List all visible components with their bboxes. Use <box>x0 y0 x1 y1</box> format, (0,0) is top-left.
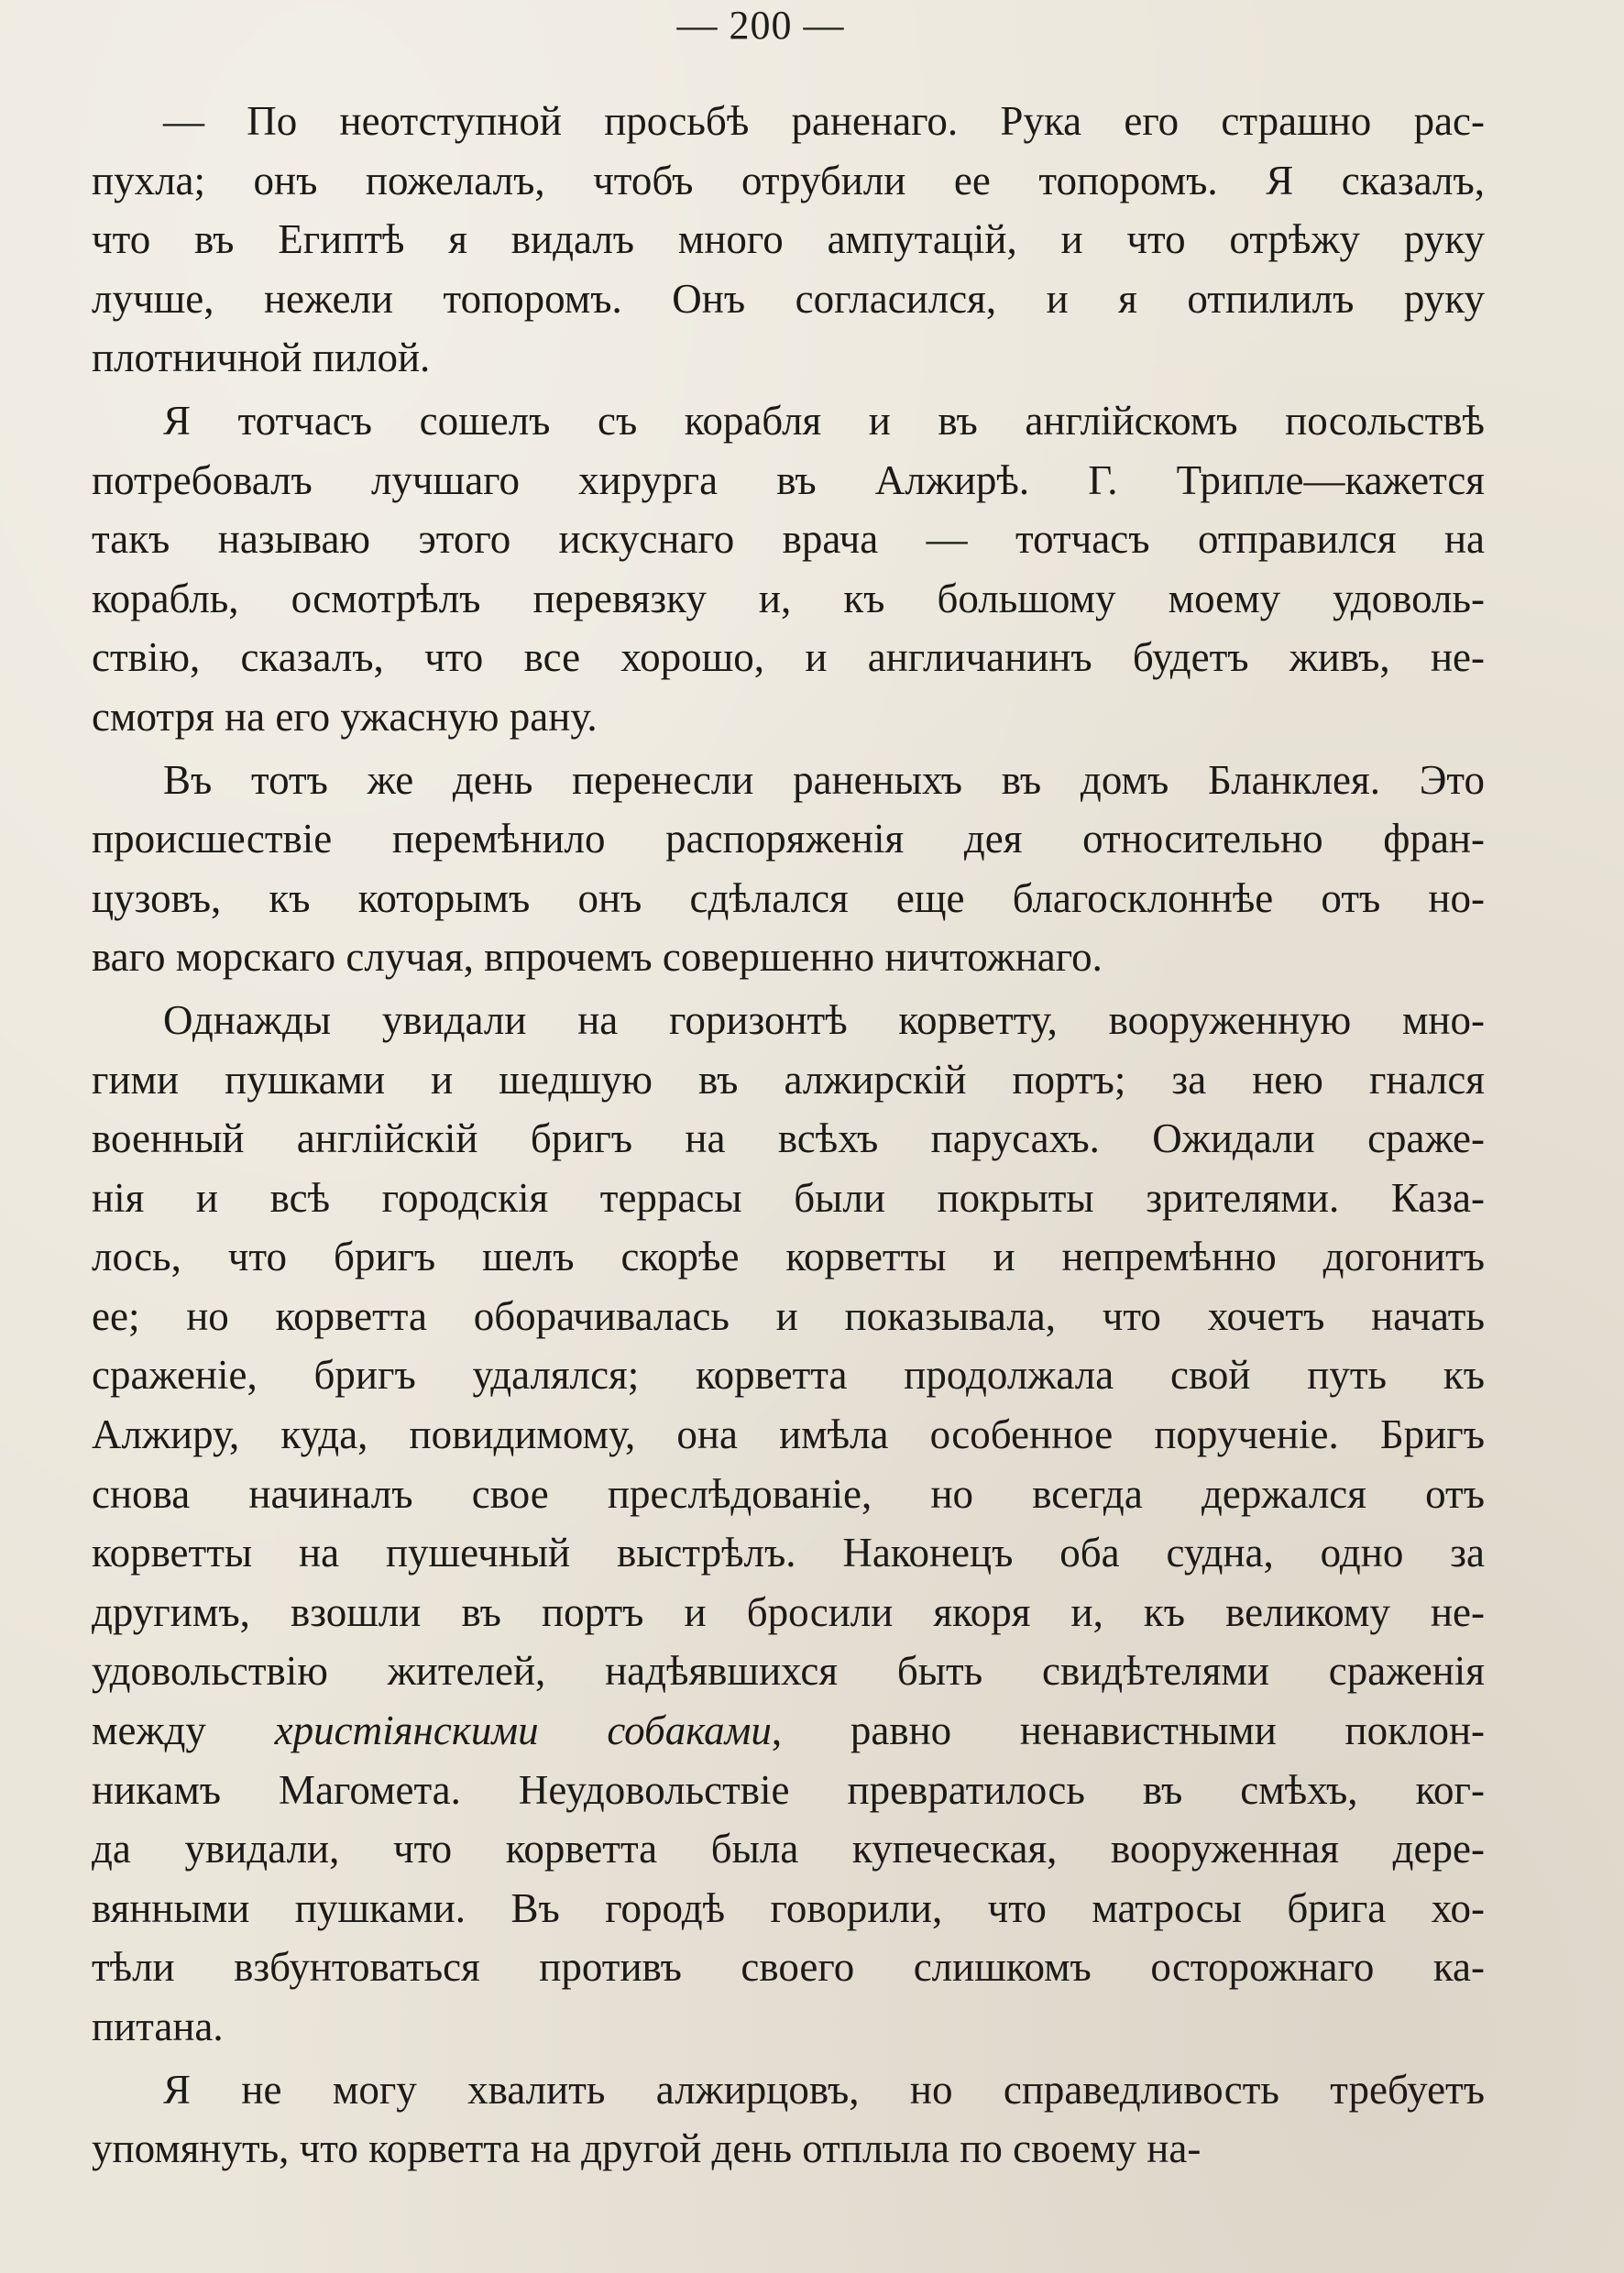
text-line: — По неотступной просьбѣ раненаго. Рука его страшно рас- <box>163 98 1485 144</box>
text-line: питана. <box>92 2004 224 2049</box>
text-line: Алжиру, куда, повидимому, она имѣла особенное порученіе. Бригъ <box>92 1411 1485 1458</box>
text-line <box>92 1701 1485 1761</box>
text-line: лось, что бригъ шелъ скорѣе корветты и непремѣнно догонитъ <box>92 1234 1485 1280</box>
text-line: другимъ, взошли въ портъ и бросили якоря и, къ великому не- <box>92 1588 1485 1635</box>
text-line: ее; но корветта оборачивалась и показывала, что хочетъ начать <box>92 1292 1485 1339</box>
text-line: Въ тотъ же день перенесли раненыхъ въ домъ Бланклея. Это <box>163 756 1485 803</box>
text-line: Я тотчасъ сошелъ съ корабля и въ англійскомъ посольствѣ <box>163 397 1485 444</box>
text-line: ваго морскаго случая, впрочемъ совершенно ничтожнаго. <box>92 934 1103 981</box>
text-line: упомянуть, что корветта на другой день отплыла по своему на- <box>92 2125 1202 2172</box>
text-line: смотря на его ужасную рану. <box>92 693 598 740</box>
paragraph <box>92 991 1485 2057</box>
text-line: лучше, нежели топоромъ. Онъ согласился, и я отпилилъ руку <box>92 275 1485 322</box>
text-run: , равно ненавистными поклон- <box>771 1707 1485 1754</box>
text-line: вянными пушками. Въ городѣ говорили, что матросы брига хо- <box>92 1884 1485 1931</box>
text-line: военный англійскій бригъ на всѣхъ парусахъ. Ожидали сраже- <box>92 1115 1485 1162</box>
paragraph <box>92 92 1485 388</box>
text-line: Я не могу хвалить алжирцовъ, но справедливость требуетъ <box>163 2066 1485 2113</box>
text-line: да увидали, что корветта была купеческая, вооруженная дере- <box>92 1826 1485 1872</box>
page-number: — 200 — <box>676 3 845 48</box>
text-line: никамъ Магомета. Неудовольствіе превратилось въ смѣхъ, ког- <box>92 1766 1485 1813</box>
paragraph <box>92 391 1485 747</box>
text-line: происшествіе перемѣнило распоряженія дея относительно фран- <box>92 816 1485 862</box>
text-line: удовольствію жителей, надѣявшихся быть свидѣтелями сраженія <box>92 1648 1485 1695</box>
text-run: между <box>92 1707 275 1754</box>
text-line: гими пушками и шедшую въ алжирскій портъ; за нею гнался <box>92 1056 1485 1103</box>
text-line: Однажды увидали на горизонтѣ корветту, вооруженную мно- <box>163 996 1485 1043</box>
text-line: такъ называю этого искуснаго врача — тотчасъ отправился на <box>92 516 1485 563</box>
text-line: ствію, сказалъ, что все хорошо, и англичанинъ будетъ живъ, не- <box>92 634 1485 681</box>
text-line: снова начиналъ свое преслѣдованіе, но всегда держался отъ <box>92 1470 1485 1517</box>
text-line: что въ Египтѣ я видалъ много ампутацій, и что отрѣжу руку <box>92 216 1485 263</box>
text-body <box>92 92 1485 2182</box>
text-line: тѣли взбунтоваться противъ своего слишкомъ осторожнаго ка- <box>92 1944 1485 1991</box>
text-line: плотничной пилой. <box>92 335 431 381</box>
text-line: корветты на пушечный выстрѣлъ. Наконецъ оба судна, одно за <box>92 1530 1485 1576</box>
italic-phrase: христіянскими собаками <box>274 1707 772 1754</box>
text-line: нія и всѣ городскія террасы были покрыты зрителями. Каза- <box>92 1174 1485 1221</box>
paragraph <box>92 2060 1485 2179</box>
text-line: сраженіе, бригъ удалялся; корветта продолжала свой путь къ <box>92 1352 1485 1399</box>
text-line: цузовъ, къ которымъ онъ сдѣлался еще благосклоннѣе отъ но- <box>92 874 1485 921</box>
text-line: потребовалъ лучшаго хирурга въ Алжирѣ. Г. Трипле—кажется <box>92 456 1485 503</box>
paragraph <box>92 751 1485 987</box>
text-line: корабль, осмотрѣлъ перевязку и, къ большому моему удоволь- <box>92 575 1485 621</box>
text-line: пухла; онъ пожелалъ, чтобъ отрубили ее топоромъ. Я сказалъ, <box>92 157 1485 203</box>
